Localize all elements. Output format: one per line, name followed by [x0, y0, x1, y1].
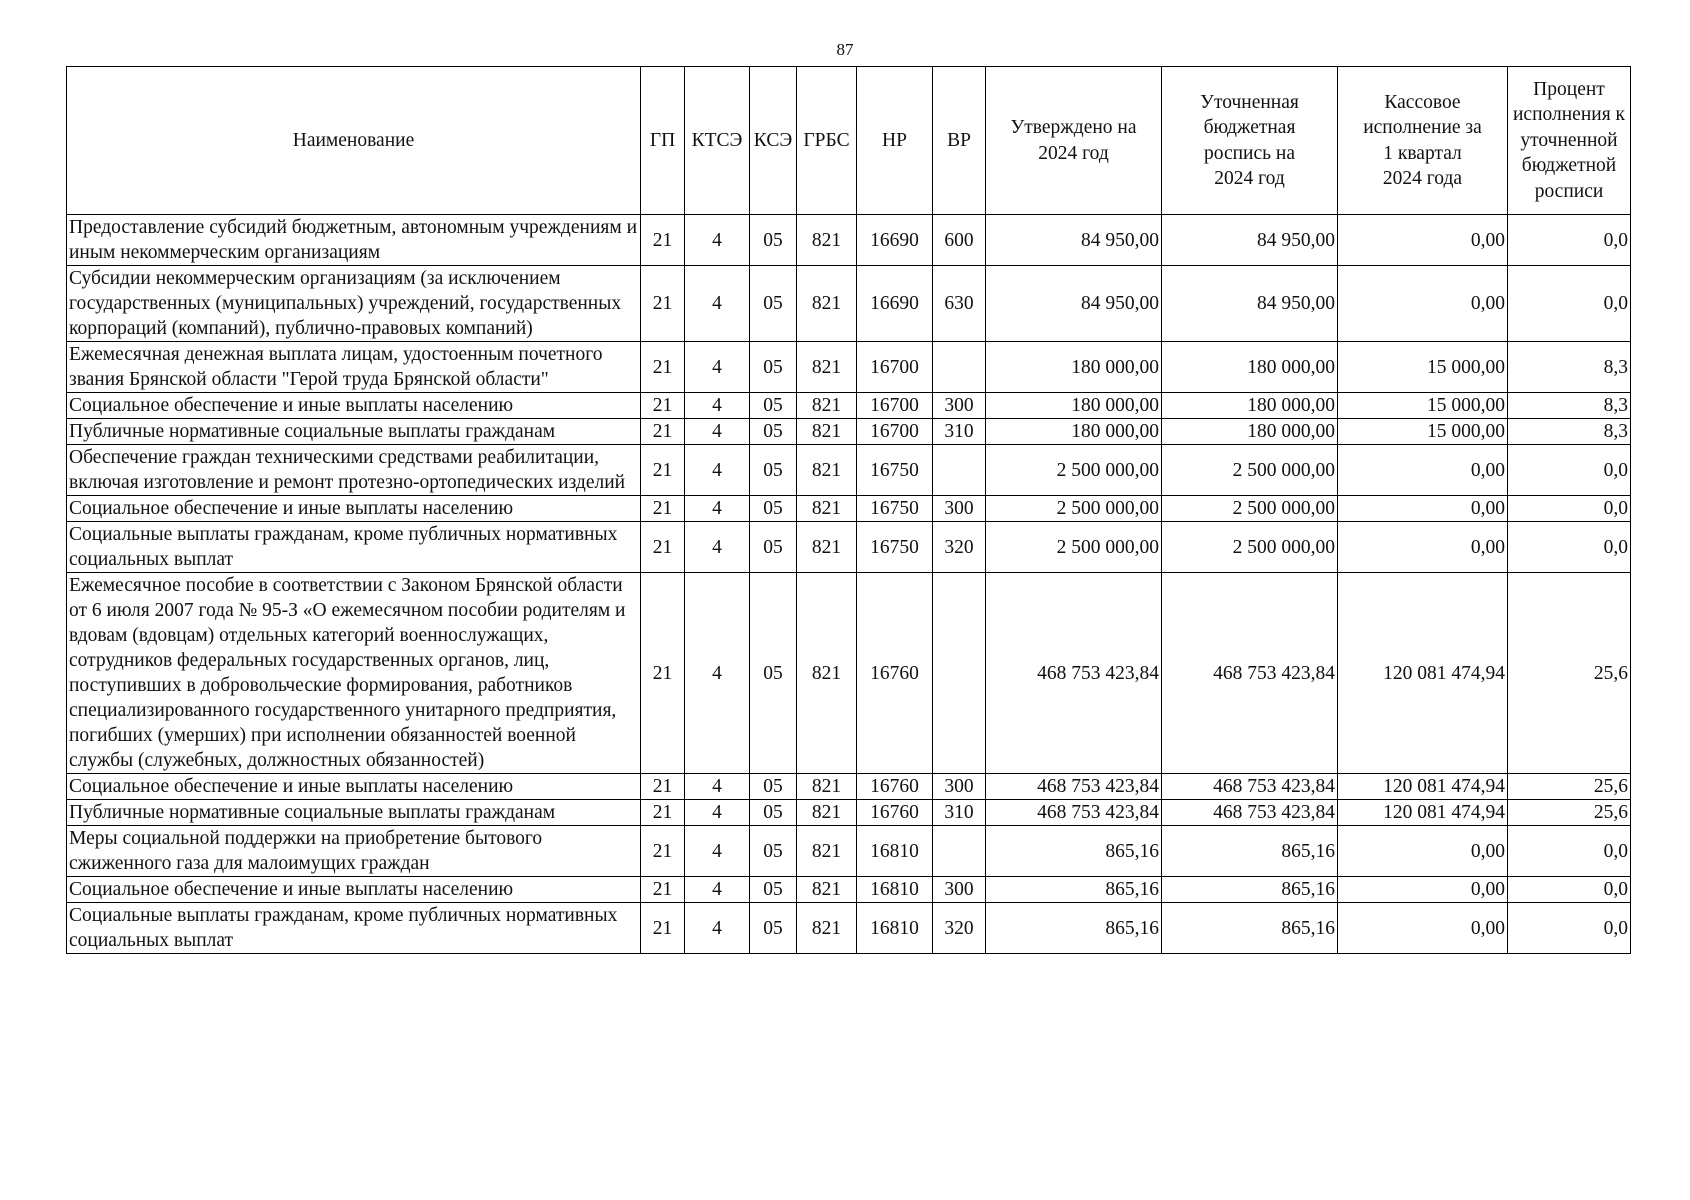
table-row [67, 903, 1631, 954]
row-cash-execution: 15 000,00 [1338, 419, 1508, 445]
row-nr: 16700 [857, 342, 933, 393]
row-gp: 21 [641, 445, 685, 496]
row-name: Публичные нормативные социальные выплаты гражданам [67, 419, 641, 445]
row-ktse: 4 [685, 774, 750, 800]
table-body [67, 215, 1631, 954]
row-grbs: 821 [797, 215, 857, 266]
row-nr: 16700 [857, 419, 933, 445]
budget-execution-table [66, 66, 1631, 954]
row-execution-percent: 0,0 [1508, 496, 1631, 522]
row-ktse: 4 [685, 266, 750, 342]
row-nr: 16760 [857, 573, 933, 774]
header-vr: ВР [933, 67, 986, 215]
row-kse: 05 [750, 573, 797, 774]
table-row [67, 393, 1631, 419]
row-refined-amount: 2 500 000,00 [1162, 496, 1338, 522]
row-name: Социальное обеспечение и иные выплаты населению [67, 393, 641, 419]
row-execution-percent: 25,6 [1508, 774, 1631, 800]
row-cash-execution: 0,00 [1338, 215, 1508, 266]
row-execution-percent: 0,0 [1508, 215, 1631, 266]
row-kse: 05 [750, 522, 797, 573]
row-kse: 05 [750, 266, 797, 342]
row-approved-amount: 468 753 423,84 [986, 573, 1162, 774]
row-nr: 16810 [857, 826, 933, 877]
row-gp: 21 [641, 826, 685, 877]
row-cash-execution: 0,00 [1338, 266, 1508, 342]
header-ktse: КТСЭ [685, 67, 750, 215]
table-header-row [67, 67, 1631, 215]
row-vr: 320 [933, 522, 986, 573]
row-nr: 16750 [857, 445, 933, 496]
row-nr: 16810 [857, 903, 933, 954]
row-name: Публичные нормативные социальные выплаты гражданам [67, 800, 641, 826]
row-approved-amount: 468 753 423,84 [986, 800, 1162, 826]
row-cash-execution: 0,00 [1338, 496, 1508, 522]
row-nr: 16750 [857, 522, 933, 573]
row-execution-percent: 8,3 [1508, 342, 1631, 393]
row-ktse: 4 [685, 826, 750, 877]
row-approved-amount: 84 950,00 [986, 266, 1162, 342]
row-refined-amount: 468 753 423,84 [1162, 573, 1338, 774]
row-cash-execution: 15 000,00 [1338, 342, 1508, 393]
row-gp: 21 [641, 215, 685, 266]
row-nr: 16750 [857, 496, 933, 522]
row-ktse: 4 [685, 393, 750, 419]
row-gp: 21 [641, 774, 685, 800]
row-refined-amount: 84 950,00 [1162, 215, 1338, 266]
row-vr [933, 573, 986, 774]
row-vr: 300 [933, 774, 986, 800]
header-cash: Кассовое исполнение за 1 квартал 2024 года [1338, 67, 1508, 215]
table-row [67, 877, 1631, 903]
row-approved-amount: 180 000,00 [986, 393, 1162, 419]
page-number: 87 [836, 40, 854, 59]
row-approved-amount: 2 500 000,00 [986, 522, 1162, 573]
row-cash-execution: 0,00 [1338, 522, 1508, 573]
row-nr: 16810 [857, 877, 933, 903]
row-kse: 05 [750, 877, 797, 903]
row-grbs: 821 [797, 800, 857, 826]
row-execution-percent: 0,0 [1508, 826, 1631, 877]
row-refined-amount: 84 950,00 [1162, 266, 1338, 342]
row-cash-execution: 0,00 [1338, 877, 1508, 903]
row-kse: 05 [750, 774, 797, 800]
row-vr: 320 [933, 903, 986, 954]
row-name: Социальное обеспечение и иные выплаты населению [67, 774, 641, 800]
row-cash-execution: 120 081 474,94 [1338, 573, 1508, 774]
row-grbs: 821 [797, 496, 857, 522]
row-kse: 05 [750, 496, 797, 522]
row-name: Социальное обеспечение и иные выплаты населению [67, 496, 641, 522]
row-cash-execution: 0,00 [1338, 903, 1508, 954]
row-name: Ежемесячное пособие в соответствии с Законом Брянской области от 6 июля 2007 года № 95-З «О ежемесячном пособии родителям и вдовам (вдовцам) отдельных категорий военнослужащих, сотрудников федеральных государственных органов, лиц, поступивших в добровольческие формирования, работников специализированного государственного унитарного предприятия, погибших (умерших) при исполнении обязанностей военной службы (служебных, должностных обязанностей) [67, 573, 641, 774]
row-ktse: 4 [685, 496, 750, 522]
row-ktse: 4 [685, 877, 750, 903]
row-name: Обеспечение граждан техническими средствами реабилитации, включая изготовление и ремонт протезно-ортопедических изделий [67, 445, 641, 496]
row-vr [933, 826, 986, 877]
row-cash-execution: 120 081 474,94 [1338, 800, 1508, 826]
table-row [67, 215, 1631, 266]
row-grbs: 821 [797, 266, 857, 342]
row-refined-amount: 180 000,00 [1162, 342, 1338, 393]
row-approved-amount: 468 753 423,84 [986, 774, 1162, 800]
row-gp: 21 [641, 419, 685, 445]
row-refined-amount: 468 753 423,84 [1162, 800, 1338, 826]
row-vr: 300 [933, 393, 986, 419]
row-approved-amount: 865,16 [986, 826, 1162, 877]
row-execution-percent: 25,6 [1508, 573, 1631, 774]
table-row [67, 445, 1631, 496]
row-name: Социальные выплаты гражданам, кроме публичных нормативных социальных выплат [67, 522, 641, 573]
row-execution-percent: 0,0 [1508, 522, 1631, 573]
header-gp: ГП [641, 67, 685, 215]
row-ktse: 4 [685, 903, 750, 954]
row-gp: 21 [641, 393, 685, 419]
row-name: Предоставление субсидий бюджетным, автономным учреждениям и иным некоммерческим организациям [67, 215, 641, 266]
row-vr: 310 [933, 419, 986, 445]
table-row [67, 266, 1631, 342]
row-vr: 310 [933, 800, 986, 826]
row-execution-percent: 8,3 [1508, 393, 1631, 419]
header-percent: Процент исполнения к уточненной бюджетной росписи [1508, 67, 1631, 215]
header-refined: Уточненная бюджетная роспись на 2024 год [1162, 67, 1338, 215]
row-execution-percent: 0,0 [1508, 445, 1631, 496]
row-grbs: 821 [797, 445, 857, 496]
row-nr: 16690 [857, 266, 933, 342]
row-kse: 05 [750, 445, 797, 496]
row-kse: 05 [750, 800, 797, 826]
row-grbs: 821 [797, 573, 857, 774]
table-row [67, 522, 1631, 573]
row-approved-amount: 2 500 000,00 [986, 496, 1162, 522]
row-refined-amount: 865,16 [1162, 903, 1338, 954]
row-ktse: 4 [685, 573, 750, 774]
row-nr: 16690 [857, 215, 933, 266]
row-gp: 21 [641, 903, 685, 954]
row-grbs: 821 [797, 903, 857, 954]
row-approved-amount: 865,16 [986, 903, 1162, 954]
row-grbs: 821 [797, 774, 857, 800]
row-gp: 21 [641, 342, 685, 393]
row-cash-execution: 15 000,00 [1338, 393, 1508, 419]
row-gp: 21 [641, 496, 685, 522]
row-nr: 16700 [857, 393, 933, 419]
row-ktse: 4 [685, 215, 750, 266]
table-row [67, 419, 1631, 445]
row-cash-execution: 0,00 [1338, 445, 1508, 496]
row-approved-amount: 180 000,00 [986, 342, 1162, 393]
row-execution-percent: 25,6 [1508, 800, 1631, 826]
row-vr: 600 [933, 215, 986, 266]
row-grbs: 821 [797, 342, 857, 393]
row-nr: 16760 [857, 774, 933, 800]
row-ktse: 4 [685, 342, 750, 393]
header-name: Наименование [67, 67, 641, 215]
row-execution-percent: 0,0 [1508, 877, 1631, 903]
table-row [67, 342, 1631, 393]
row-vr: 300 [933, 877, 986, 903]
row-name: Меры социальной поддержки на приобретение бытового сжиженного газа для малоимущих граждан [67, 826, 641, 877]
row-cash-execution: 0,00 [1338, 826, 1508, 877]
row-refined-amount: 468 753 423,84 [1162, 774, 1338, 800]
row-approved-amount: 865,16 [986, 877, 1162, 903]
row-gp: 21 [641, 522, 685, 573]
row-ktse: 4 [685, 419, 750, 445]
row-execution-percent: 0,0 [1508, 903, 1631, 954]
row-refined-amount: 865,16 [1162, 877, 1338, 903]
row-execution-percent: 8,3 [1508, 419, 1631, 445]
header-grbs: ГРБС [797, 67, 857, 215]
row-kse: 05 [750, 419, 797, 445]
table-row [67, 774, 1631, 800]
row-grbs: 821 [797, 522, 857, 573]
row-name: Субсидии некоммерческим организациям (за исключением государственных (муниципальных) учреждений, государственных корпораций (компаний), публично-правовых компаний) [67, 266, 641, 342]
row-approved-amount: 180 000,00 [986, 419, 1162, 445]
row-gp: 21 [641, 800, 685, 826]
row-refined-amount: 2 500 000,00 [1162, 522, 1338, 573]
row-ktse: 4 [685, 522, 750, 573]
row-vr [933, 445, 986, 496]
row-gp: 21 [641, 266, 685, 342]
row-refined-amount: 180 000,00 [1162, 393, 1338, 419]
table-row [67, 573, 1631, 774]
row-name: Социальные выплаты гражданам, кроме публичных нормативных социальных выплат [67, 903, 641, 954]
row-ktse: 4 [685, 445, 750, 496]
row-execution-percent: 0,0 [1508, 266, 1631, 342]
row-kse: 05 [750, 342, 797, 393]
row-grbs: 821 [797, 826, 857, 877]
header-nr: НР [857, 67, 933, 215]
table-row [67, 800, 1631, 826]
header-approved: Утверждено на 2024 год [986, 67, 1162, 215]
row-vr: 630 [933, 266, 986, 342]
row-refined-amount: 2 500 000,00 [1162, 445, 1338, 496]
row-refined-amount: 180 000,00 [1162, 419, 1338, 445]
row-grbs: 821 [797, 877, 857, 903]
row-vr: 300 [933, 496, 986, 522]
row-grbs: 821 [797, 419, 857, 445]
row-kse: 05 [750, 903, 797, 954]
row-grbs: 821 [797, 393, 857, 419]
row-name: Ежемесячная денежная выплата лицам, удостоенным почетного звания Брянской области "Герой труда Брянской области" [67, 342, 641, 393]
row-kse: 05 [750, 826, 797, 877]
table-row [67, 826, 1631, 877]
row-ktse: 4 [685, 800, 750, 826]
row-approved-amount: 2 500 000,00 [986, 445, 1162, 496]
row-refined-amount: 865,16 [1162, 826, 1338, 877]
row-nr: 16760 [857, 800, 933, 826]
row-approved-amount: 84 950,00 [986, 215, 1162, 266]
row-gp: 21 [641, 877, 685, 903]
row-gp: 21 [641, 573, 685, 774]
table-row [67, 496, 1631, 522]
row-kse: 05 [750, 215, 797, 266]
header-kse: КСЭ [750, 67, 797, 215]
row-vr [933, 342, 986, 393]
row-cash-execution: 120 081 474,94 [1338, 774, 1508, 800]
row-kse: 05 [750, 393, 797, 419]
row-name: Социальное обеспечение и иные выплаты населению [67, 877, 641, 903]
